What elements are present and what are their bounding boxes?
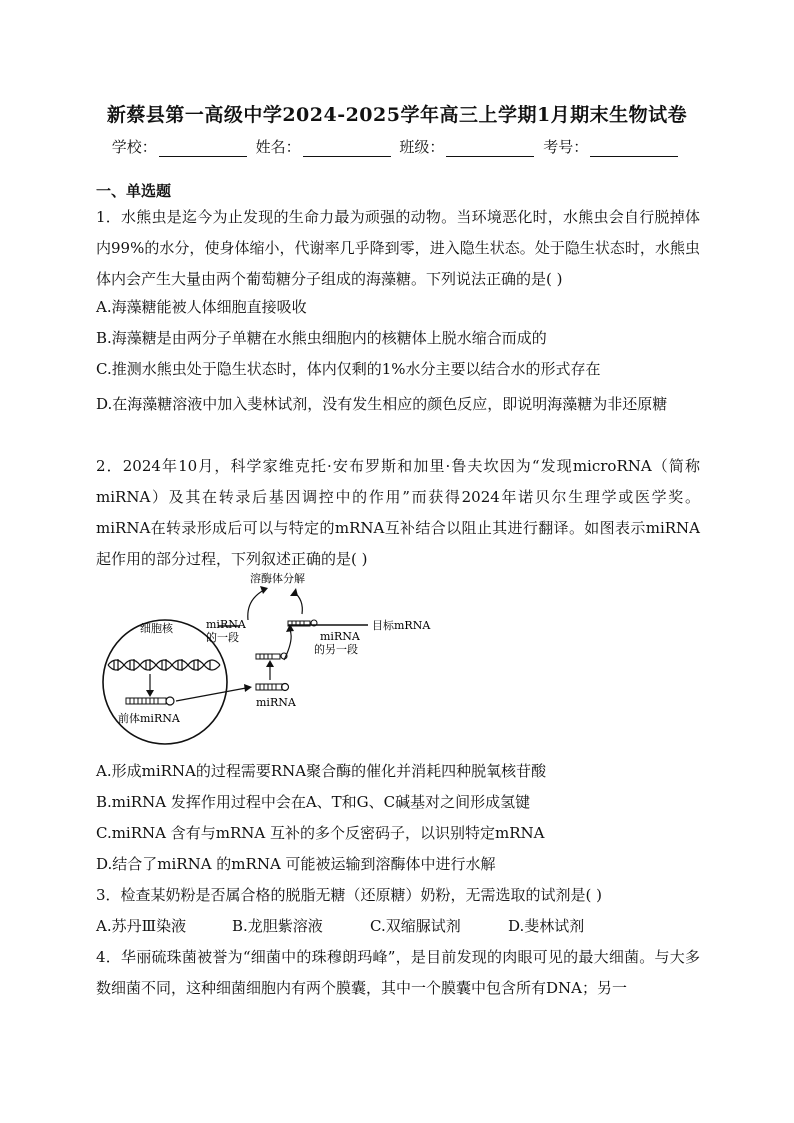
q3-options [96, 915, 584, 936]
target-mrna-label: 目标mRNA [372, 619, 431, 632]
q1-stem: 1．水熊虫是迄今为止发现的生命力最为顽强的动物。当环境恶化时，水熊虫会自行脱掉体内99%的水分，使身体缩小，代谢率几乎降到零，进入隐生状态。处于隐生状态时，水熊虫体内会产生大量由两个葡萄糖分子组成的海藻糖。下列说法正确的是( ) [96, 208, 700, 288]
number-blank[interactable] [590, 142, 678, 157]
name-blank[interactable] [303, 142, 391, 157]
student-info-row [0, 136, 794, 157]
school-label: 学校： [111, 138, 157, 156]
mirna-label: miRNA [256, 696, 296, 709]
q1-option-c: C.推测水熊虫处于隐生状态时，体内仅剩的1%水分主要以结合水的形式存在 [96, 360, 601, 378]
pre-mirna-label: 前体miRNA [118, 712, 180, 725]
mirna-hairpin-icon [256, 684, 289, 691]
segment-label-1: miRNA [206, 618, 246, 631]
section-heading: 一、单选题 [96, 182, 172, 200]
q2-stem: 2．2024年10月，科学家维克托·安布罗斯和加里·鲁夫坎因为“发现microRNA（简称miRNA）及其在转录后基因调控中的作用”而获得2024年诺贝尔生理学或医学奖。miRNA在转录形成后可以与特定的mRNA互补结合以阻止其进行翻译。如图表示miRNA起作用的部分过程，下列叙述正确的是( ) [96, 457, 700, 568]
pre-mirna-hairpin-icon [126, 697, 174, 705]
number-label: 考号： [543, 138, 589, 156]
dna-helix-icon [108, 659, 220, 671]
lysosome-label: 溶酶体分解 [250, 572, 305, 585]
mirna-complex-icon [256, 653, 287, 659]
q3-option-a: A.苏丹Ⅲ染液 [96, 917, 187, 935]
class-label: 班级： [399, 138, 445, 156]
name-label: 姓名： [255, 138, 301, 156]
q2-option-c: C.miRNA 含有与mRNA 互补的多个反密码子，以识别特定mRNA [96, 824, 545, 842]
mirna-diagram [98, 570, 458, 750]
other-segment-label-2: 的另一段 [314, 643, 358, 656]
q1-option-b: B.海藻糖是由两分子单糖在水熊虫细胞内的核糖体上脱水缩合而成的 [96, 329, 547, 347]
school-blank[interactable] [159, 142, 247, 157]
q2-option-d: D.结合了miRNA 的mRNA 可能被运输到溶酶体中进行水解 [96, 855, 496, 873]
class-blank[interactable] [446, 142, 534, 157]
q4-stem: 4．华丽硫珠菌被誉为“细菌中的珠穆朗玛峰”，是目前发现的肉眼可见的最大细菌。与大多数细菌不同，这种细菌细胞内有两个膜囊，其中一个膜囊中包含所有DNA；另一 [96, 948, 700, 997]
q2-option-b: B.miRNA 发挥作用过程中会在A、T和G、C碱基对之间形成氢键 [96, 793, 531, 811]
q1-option-a: A.海藻糖能被人体细胞直接吸收 [96, 298, 307, 316]
page-title: 新蔡县第一高级中学2024-2025学年高三上学期1月期末生物试卷 [106, 104, 688, 126]
other-segment-label-1: miRNA [320, 630, 360, 643]
q3-option-d: D.斐林试剂 [508, 917, 585, 935]
q3-stem: 3．检查某奶粉是否属合格的脱脂无糖（还原糖）奶粉，无需选取的试剂是( ) [96, 886, 603, 904]
q1-option-d: D.在海藻糖溶液中加入斐林试剂，没有发生相应的颜色反应，即说明海藻糖为非还原糖 [96, 395, 668, 413]
q2-option-a: A.形成miRNA的过程需要RNA聚合酶的催化并消耗四种脱氧核苷酸 [96, 762, 547, 780]
segment-label-2: 的一段 [206, 631, 239, 644]
q3-option-b: B.龙胆紫溶液 [232, 917, 323, 935]
q3-option-c: C.双缩脲试剂 [370, 917, 461, 935]
nucleus-label: 细胞核 [140, 622, 173, 635]
